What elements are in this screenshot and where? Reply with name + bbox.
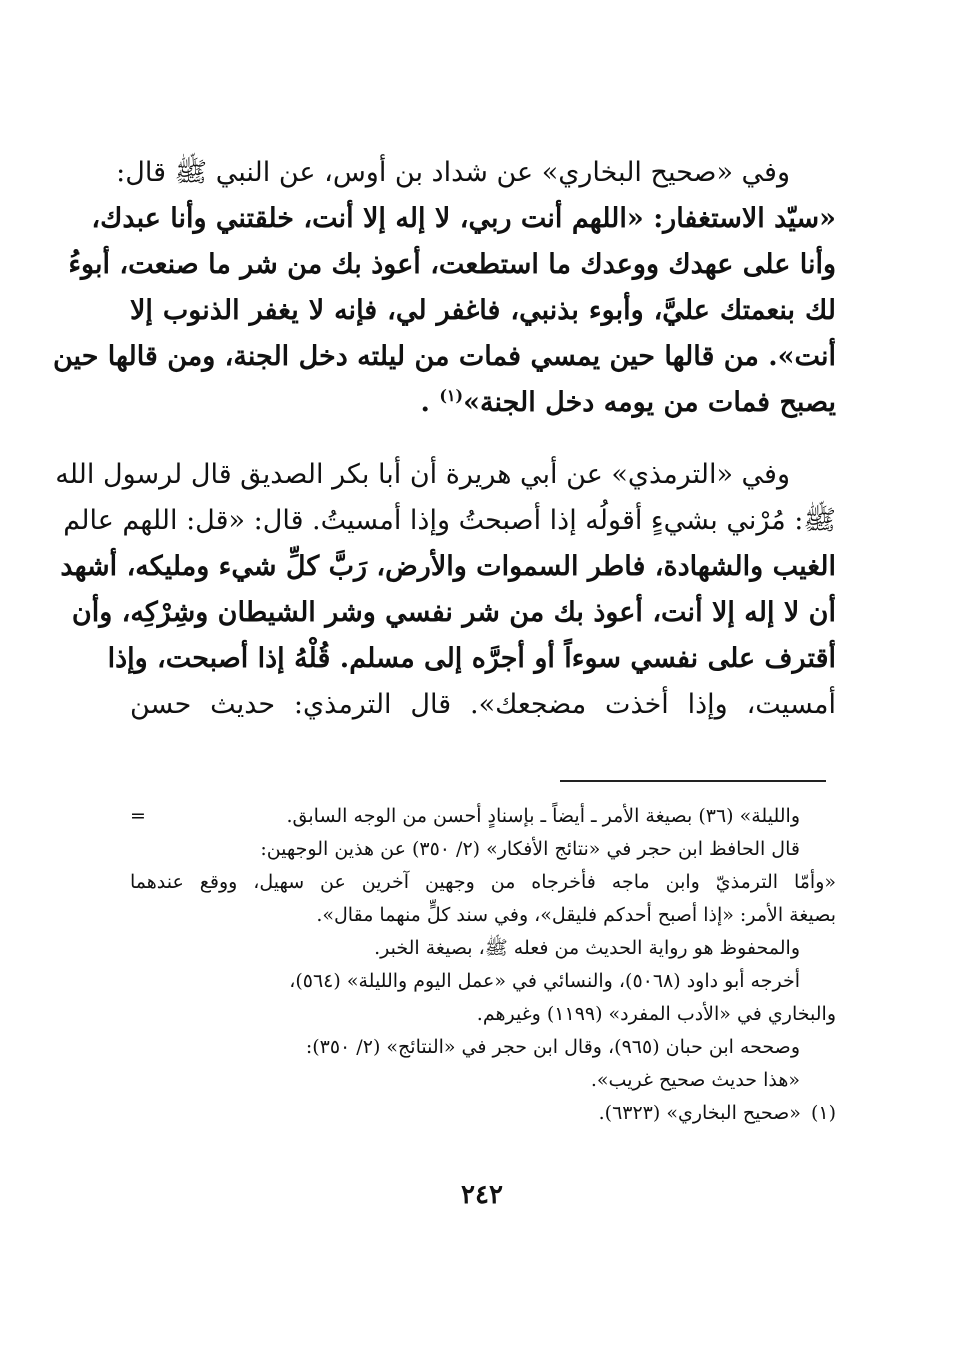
paragraph-2 [55, 452, 836, 728]
footnote-line [130, 1097, 836, 1130]
text-line: أن لا إله إلا أنت، أعوذ بك من شر نفسي وشر الشيطان وشِرْكِه، وأن [71, 597, 836, 628]
text-line: لك بنعمتك عليَّ، وأبوء بذنبي، فاغفر لي، فإنه لا يغفر الذنوب إلا [130, 295, 836, 326]
footnote-line: قال الحافظ ابن حجر في «نتائج الأفكار» (٢/ ٣٥٠) عن هذين الوجهين: [260, 838, 800, 860]
text-line: أنت». من قالها حين يمسي فمات من ليلته دخل الجنة، ومن قالها حين [53, 341, 836, 372]
footnote-line [130, 800, 836, 833]
text-line: الغيب والشهادة، فاطر السموات والأرض، رَبَّ كلِّ شيء ومليكه، أشهد [60, 551, 836, 582]
footnote-ref: (١) [439, 386, 464, 405]
text-span: يصبح فمات من يومه دخل الجنة» [463, 387, 836, 418]
text-line: ﷺ: مُرْني بشيءٍ أقولُه إذا أصبحتُ وإذا أمسيتُ. قال: «قل: اللهم عالم [63, 505, 836, 536]
text-line: أمسيت، وإذا أخذت مضجعك». قال الترمذي: حديث حسن [130, 689, 836, 720]
continuation-mark: = [130, 805, 146, 827]
text-line [130, 380, 836, 426]
footnote-line: «هذا حديث صحيح غريب». [590, 1069, 800, 1091]
text-line: وفي «صحيح البخاري» عن شداد بن أوس، عن النبي ﷺ قال: [116, 157, 790, 188]
paragraph-gap [130, 426, 836, 452]
footnote-line: وصححه ابن حبان (٩٦٥)، وقال ابن حجر في «النتائج» (٢/ ٣٥٠): [305, 1036, 800, 1058]
footnote-text: والليلة» (٣٦) بصيغة الأمر ـ أيضاً ـ بإسنادٍ أحسن من الوجه السابق. [286, 805, 800, 827]
text-span: . [420, 387, 430, 418]
text-line: وفي «الترمذي» عن أبي هريرة أن أبا بكر الصديق قال لرسول الله [55, 459, 790, 490]
paragraph-1 [53, 150, 836, 426]
footnote-text: «صحيح البخاري» (٦٣٢٣). [598, 1102, 801, 1124]
text-line: أقترف على نفسي سوءاً أو أجرَّه إلى مسلم. قُلْهُ إذا أصبحت، وإذا [107, 643, 836, 674]
footnote-line: أخرجه أبو داود (٥٠٦٨)، والنسائي في «عمل اليوم والليلة» (٥٦٤)، [289, 970, 800, 992]
footnote-line: بصيغة الأمر: «إذا أصبح أحدكم فليقل»، وفي سند كلٍّ منهما مقال». [316, 904, 836, 926]
text-line: وأنا على عهدك ووعدك ما استطعت، أعوذ بك من شر ما صنعت، أبوءُ [68, 249, 836, 280]
footnote-number: (١) [810, 1102, 836, 1124]
main-text [53, 150, 836, 728]
footnote-line: والمحفوظ هو رواية الحديث من فعله ﷺ، بصيغة الخبر. [374, 937, 800, 959]
footnote-divider [560, 780, 826, 782]
text-line: «سيّد الاستغفار: «اللهم أنت ربي، لا إله إلا أنت، خلقتني وأنا عبدك، [91, 203, 836, 234]
footnotes [130, 800, 836, 1130]
footnote-line: والبخاري في «الأدب المفرد» (١١٩٩) وغيرهم. [476, 1003, 836, 1025]
footnote-line: «وأمّا الترمذيّ وابن ماجه فأخرجاه من وجهين آخرين عن سهيل، ووقع عندهما [130, 871, 836, 893]
page-number: ٢٤٢ [461, 1180, 503, 1210]
